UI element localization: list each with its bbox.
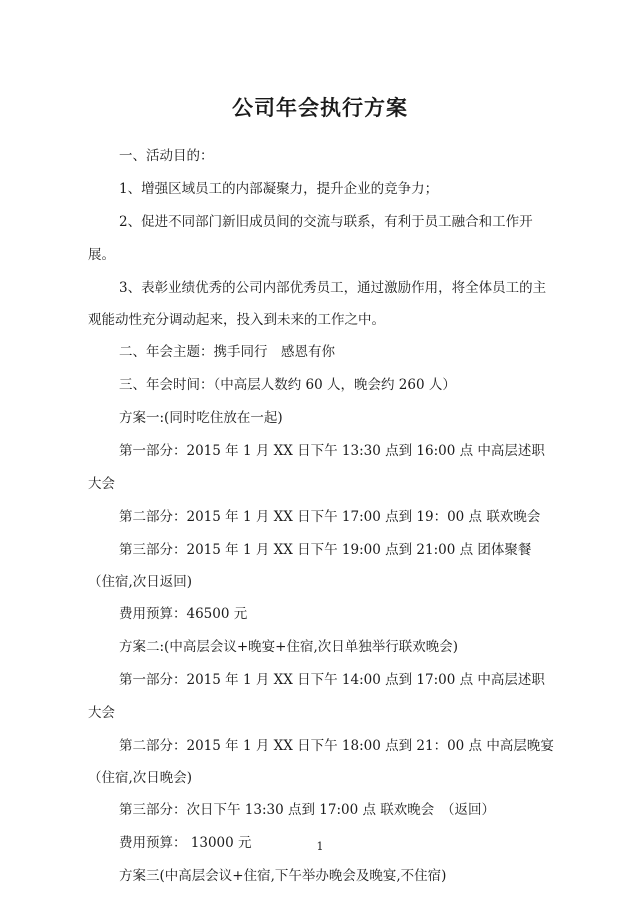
plan-one-part-3: 第三部分：2015 年 1 月 XX 日下午 19:00 点到 21:00 点 团体聚餐（住宿,次日返回) <box>88 542 532 590</box>
section-heading-time: 三、年会时间：（中高层人数约 60 人，晚会约 260 人） <box>119 377 456 393</box>
purpose-item-2: 2、促进不同部门新旧成员间的交流与联系，有利于员工融合和工作开展。 <box>88 214 533 263</box>
section-heading-theme: 二、年会主题：携手同行 感恩有你 <box>119 344 335 360</box>
page-number: 1 <box>316 840 324 853</box>
plan-two-part-2: 第二部分：2015 年 1 月 XX 日下午 18:00 点到 21：00 点 中高层晚宴（住宿,次日晚会) <box>88 738 554 786</box>
purpose-item-3: 3、表彰业绩优秀的公司内部优秀员工，通过激励作用，将全体员工的主观能动性充分调动起来，投入到未来的工作之中。 <box>88 280 547 328</box>
plan-two-part-1: 第一部分：2015 年 1 月 XX 日下午 14:00 点到 17:00 点 中高层述职大会 <box>88 672 545 721</box>
section-heading-purpose: 一、活动目的： <box>119 148 214 164</box>
purpose-item-1: 1、增强区域员工的内部凝聚力，提升企业的竞争力； <box>119 181 439 197</box>
plan-one-heading: 方案一:(同时吃住放在一起) <box>119 410 283 426</box>
document-body <box>88 140 558 893</box>
plan-one-part-1: 第一部分：2015 年 1 月 XX 日下午 13:30 点到 16:00 点 中高层述职大会 <box>88 443 545 492</box>
plan-three-heading: 方案三(中高层会议+住宿,下午举办晚会及晚宴,不住宿) <box>119 868 447 884</box>
plan-two-heading: 方案二:(中高层会议+晚宴+住宿,次日单独举行联欢晚会) <box>119 639 458 655</box>
plan-two-budget: 费用预算： 13000 元 <box>119 835 252 851</box>
plan-two-part-3: 第三部分：次日下午 13:30 点到 17:00 点 联欢晚会 （返回） <box>119 802 496 818</box>
plan-one-part-2: 第二部分：2015 年 1 月 XX 日下午 17:00 点到 19：00 点 联欢晚会 <box>119 509 541 525</box>
plan-one-budget: 费用预算：46500 元 <box>119 606 248 622</box>
document-title: 公司年会执行方案 <box>232 95 408 120</box>
